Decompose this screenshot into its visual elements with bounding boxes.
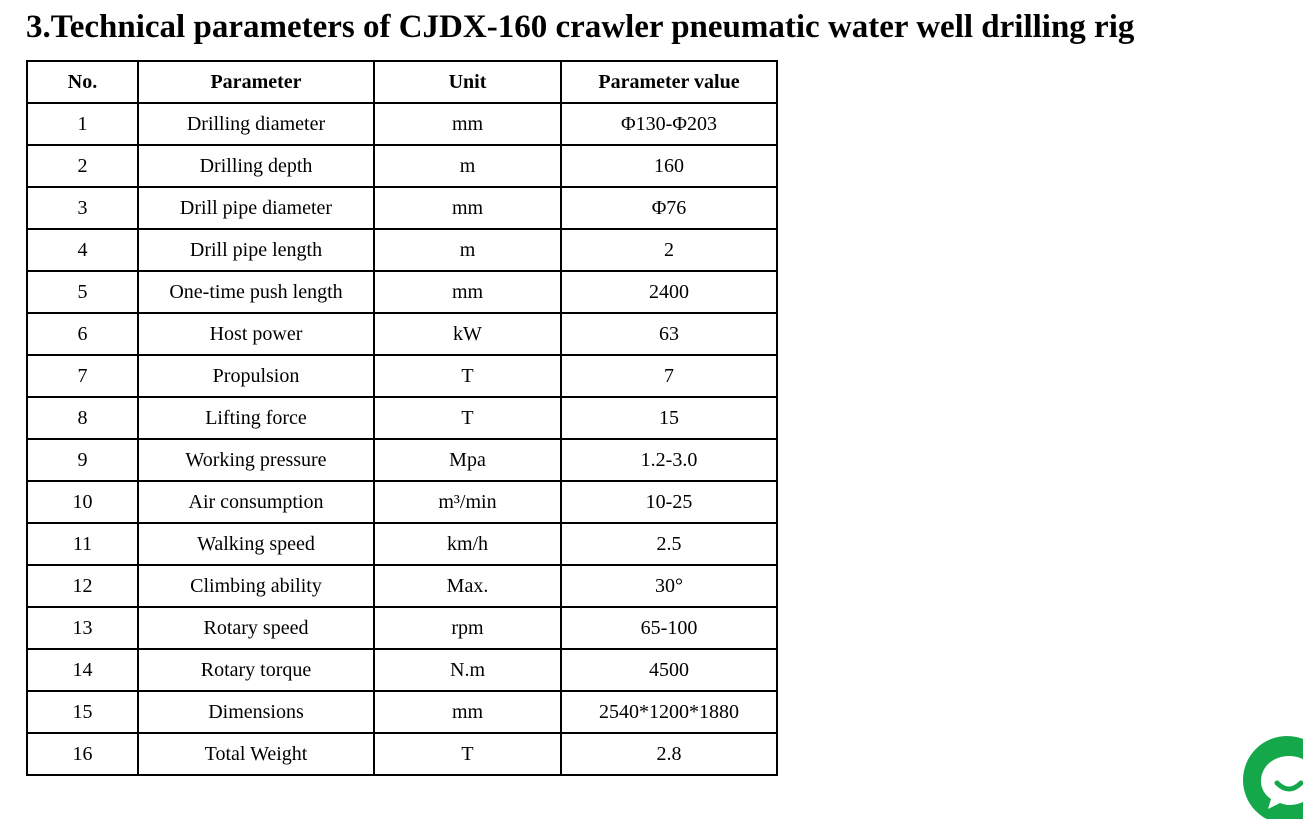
- cell-parameter: Rotary speed: [138, 607, 374, 649]
- cell-no: 4: [27, 229, 138, 271]
- cell-no: 12: [27, 565, 138, 607]
- cell-parameter: Propulsion: [138, 355, 374, 397]
- cell-no: 9: [27, 439, 138, 481]
- cell-no: 15: [27, 691, 138, 733]
- cell-no: 5: [27, 271, 138, 313]
- cell-parameter: Drilling diameter: [138, 103, 374, 145]
- table-row: [27, 271, 777, 313]
- table-row: [27, 355, 777, 397]
- table-row: [27, 313, 777, 355]
- cell-no: 10: [27, 481, 138, 523]
- cell-parameter: Drill pipe length: [138, 229, 374, 271]
- table-row: [27, 691, 777, 733]
- cell-value: 2400: [561, 271, 777, 313]
- cell-parameter: One-time push length: [138, 271, 374, 313]
- cell-value: 1.2-3.0: [561, 439, 777, 481]
- cell-unit: N.m: [374, 649, 561, 691]
- cell-no: 1: [27, 103, 138, 145]
- cell-value: 7: [561, 355, 777, 397]
- table-row: [27, 439, 777, 481]
- table-row: [27, 649, 777, 691]
- cell-value: Φ76: [561, 187, 777, 229]
- cell-no: 11: [27, 523, 138, 565]
- header-parameter: Parameter: [138, 61, 374, 103]
- cell-unit: rpm: [374, 607, 561, 649]
- cell-parameter: Rotary torque: [138, 649, 374, 691]
- cell-parameter: Lifting force: [138, 397, 374, 439]
- cell-parameter: Air consumption: [138, 481, 374, 523]
- table-header-row: [27, 61, 777, 103]
- cell-value: 2: [561, 229, 777, 271]
- cell-unit: m: [374, 145, 561, 187]
- cell-parameter: Dimensions: [138, 691, 374, 733]
- page-title: 3.Technical parameters of CJDX-160 crawler pneumatic water well drilling rig: [26, 9, 1135, 45]
- cell-no: 14: [27, 649, 138, 691]
- cell-parameter: Working pressure: [138, 439, 374, 481]
- cell-parameter: Walking speed: [138, 523, 374, 565]
- table-row: [27, 733, 777, 775]
- cell-unit: kW: [374, 313, 561, 355]
- cell-no: 7: [27, 355, 138, 397]
- table-row: [27, 103, 777, 145]
- cell-value: 160: [561, 145, 777, 187]
- cell-value: 65-100: [561, 607, 777, 649]
- cell-no: 3: [27, 187, 138, 229]
- cell-unit: m³/min: [374, 481, 561, 523]
- cell-value: 4500: [561, 649, 777, 691]
- table-row: [27, 607, 777, 649]
- cell-value: 10-25: [561, 481, 777, 523]
- header-parameter-value: Parameter value: [561, 61, 777, 103]
- cell-parameter: Host power: [138, 313, 374, 355]
- cell-no: 8: [27, 397, 138, 439]
- cell-parameter: Drilling depth: [138, 145, 374, 187]
- table-row: [27, 565, 777, 607]
- cell-value: 2.8: [561, 733, 777, 775]
- cell-no: 13: [27, 607, 138, 649]
- cell-unit: mm: [374, 271, 561, 313]
- cell-unit: mm: [374, 187, 561, 229]
- chat-bubble-icon: [1243, 736, 1303, 819]
- table-row: [27, 397, 777, 439]
- table-row: [27, 187, 777, 229]
- cell-unit: km/h: [374, 523, 561, 565]
- table-row: [27, 229, 777, 271]
- cell-value: 2540*1200*1880: [561, 691, 777, 733]
- cell-no: 2: [27, 145, 138, 187]
- chat-widget-button[interactable]: [1243, 736, 1303, 819]
- table-body: [27, 103, 777, 775]
- table-row: [27, 481, 777, 523]
- header-no: No.: [27, 61, 138, 103]
- table-row: [27, 523, 777, 565]
- cell-unit: Mpa: [374, 439, 561, 481]
- table-row: [27, 145, 777, 187]
- cell-unit: T: [374, 733, 561, 775]
- cell-parameter: Climbing ability: [138, 565, 374, 607]
- cell-value: 30°: [561, 565, 777, 607]
- cell-unit: T: [374, 355, 561, 397]
- cell-parameter: Total Weight: [138, 733, 374, 775]
- cell-value: Φ130-Φ203: [561, 103, 777, 145]
- cell-value: 2.5: [561, 523, 777, 565]
- cell-unit: mm: [374, 103, 561, 145]
- cell-unit: Max.: [374, 565, 561, 607]
- parameters-table: [26, 60, 778, 776]
- cell-value: 63: [561, 313, 777, 355]
- cell-parameter: Drill pipe diameter: [138, 187, 374, 229]
- cell-unit: mm: [374, 691, 561, 733]
- header-unit: Unit: [374, 61, 561, 103]
- cell-no: 6: [27, 313, 138, 355]
- cell-value: 15: [561, 397, 777, 439]
- cell-unit: T: [374, 397, 561, 439]
- cell-no: 16: [27, 733, 138, 775]
- cell-unit: m: [374, 229, 561, 271]
